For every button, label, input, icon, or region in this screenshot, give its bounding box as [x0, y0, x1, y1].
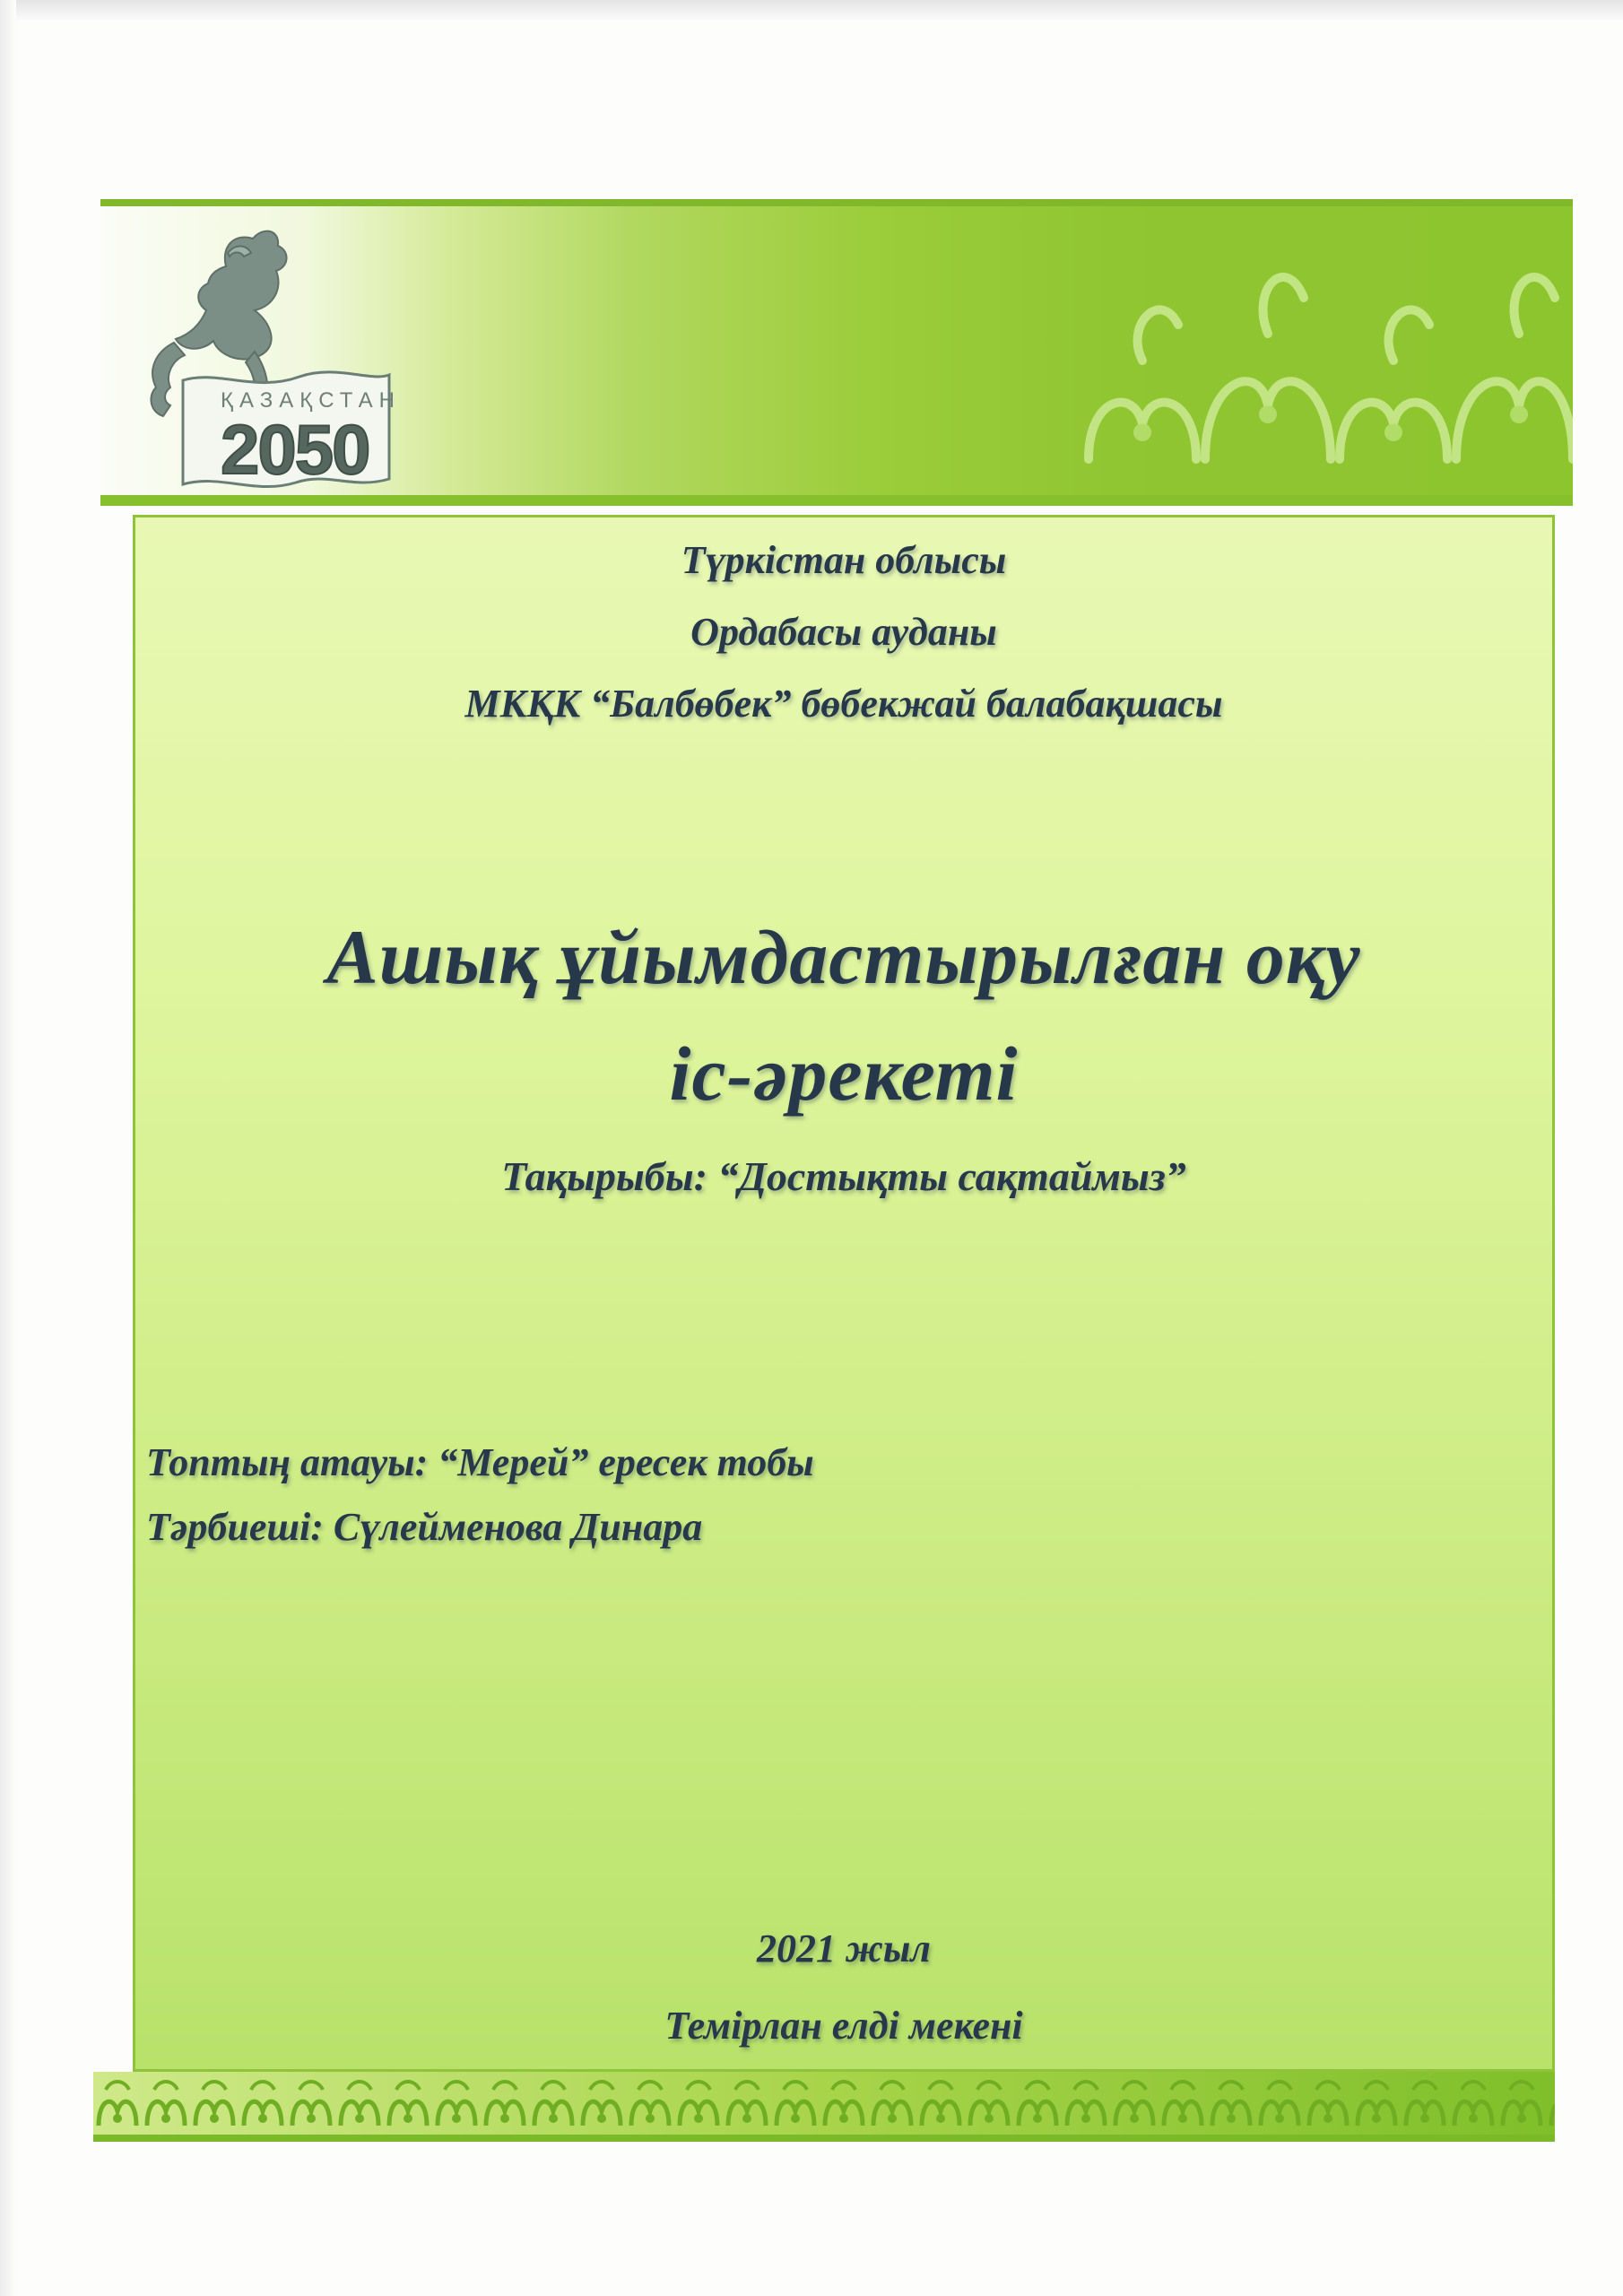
- title-line-1: Ашық ұйымдастырылған оқу: [326, 914, 1361, 1000]
- banner-top-border: [100, 199, 1573, 206]
- scan-left-edge: [0, 0, 16, 2296]
- kazakh-ornament-decoration: [1071, 253, 1573, 495]
- scan-top-edge: [0, 0, 1623, 20]
- logo-year-text: 2050: [221, 410, 369, 489]
- topic-text: Тақырыбы: “Достықты сақтаймыз”: [501, 1153, 1186, 1199]
- banner-bottom-border: [100, 495, 1573, 506]
- bottom-ornament-strip: [93, 2072, 1555, 2142]
- institution-text: МКҚК “Балбөбек” бөбекжай балабақшасы: [464, 682, 1223, 726]
- year-text: 2021 жыл: [756, 1926, 931, 1970]
- kazakhstan-2050-logo: [120, 217, 497, 495]
- main-panel: [133, 515, 1555, 2072]
- place-text: Темірлан елді мекені: [664, 2004, 1023, 2048]
- region-text: Түркістан облысы: [681, 538, 1007, 582]
- logo-country-text: ҚАЗАҚСТАН: [221, 388, 401, 413]
- title-line-2: іс-әрекеті: [669, 1031, 1019, 1117]
- group-name-text: Топтың атауы: “Мерей” ересек тобы: [146, 1440, 814, 1484]
- district-text: Ордабасы ауданы: [690, 610, 997, 654]
- header-banner: [100, 199, 1573, 506]
- teacher-text: Тәрбиеші: Сүлейменова Динара: [146, 1505, 703, 1549]
